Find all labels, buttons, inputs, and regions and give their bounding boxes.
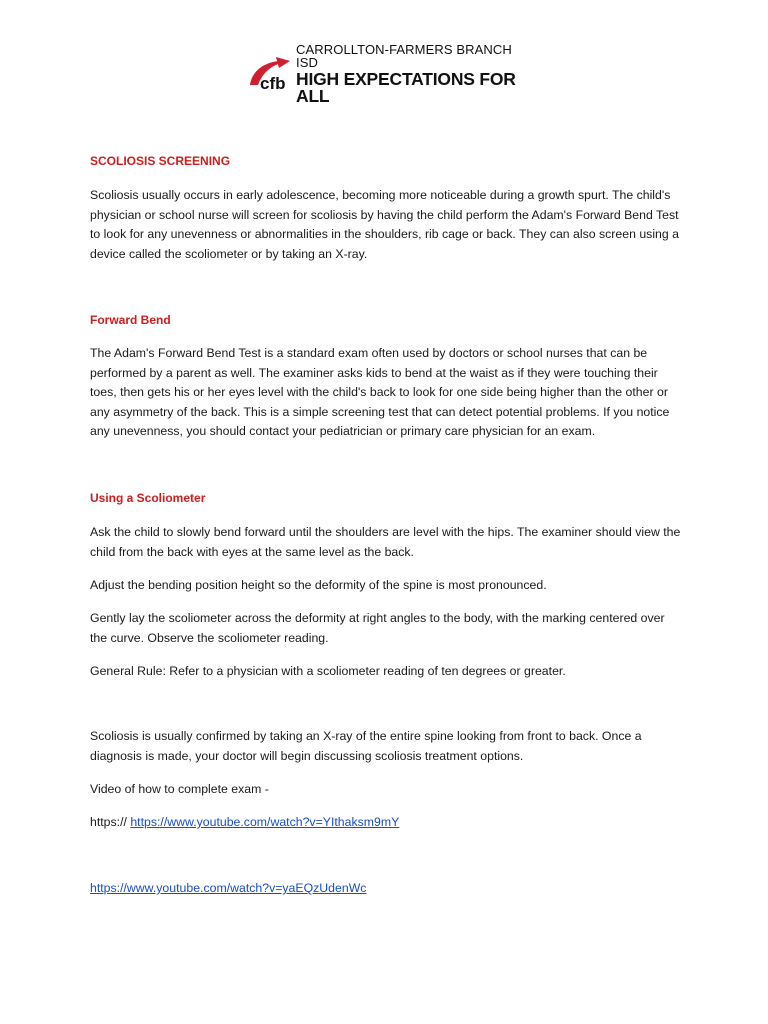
district-name: CARROLLTON-FARMERS BRANCH ISD [296,41,512,70]
video-link-line-2 [90,879,685,899]
logo-mark-text: cfb [260,74,286,93]
video-link-line-1 [90,813,685,833]
link-prefix: https:// [90,815,127,829]
paragraph-confirmation: Scoliosis is usually confirmed by taking an X-ray of the entire spine looking from front to back. Once a diagnosis is made, your doctor will begin discussing scoliosis treatment options. [90,729,642,763]
cfb-logo-icon [246,55,294,93]
heading-scoliosis-screening: SCOLIOSIS SCREENING [90,154,231,168]
paragraph-general-rule: General Rule: Refer to a physician with a scoliometer reading of ten degrees or greater. [90,664,566,678]
youtube-link-2[interactable]: https://www.youtube.com/watch?v=yaEQzUdenWc [90,881,367,895]
paragraph-forward-bend: The Adam's Forward Bend Test is a standard exam often used by doctors or school nurses that can be performed by a parent as well. The examiner asks kids to bend at the waist as if they were touching their toes, then gets his or her eyes level with the child's back to look for one side being higher than the other or any asymmetry of the back. This is a simple screening test that can detect potential problems. If you notice any unevenness, you should contact your pediatrician or primary care physician for an exam. [90,346,670,439]
heading-forward-bend: Forward Bend [90,313,171,327]
youtube-link-1[interactable]: https://www.youtube.com/watch?v=YIthaksm9mY [130,815,400,829]
paragraph-intro: Scoliosis usually occurs in early adolescence, becoming more noticeable during a growth spurt. The child's physician or school nurse will screen for scoliosis by having the child perform the Adam's Forward Bend Test to look for any unevenness or abnormalities in the shoulders, rib cage or back. They can also screen using a device called the scoliometer or by taking an X-ray. [90,188,679,261]
district-motto: HIGH EXPECTATIONS FOR ALL [296,68,516,106]
paragraph-scoliometer-2: Adjust the bending position height so the deformity of the spine is most pronounced. [90,578,547,592]
paragraph-scoliometer-1: Ask the child to slowly bend forward until the shoulders are level with the hips. The examiner should view the child from the back with eyes at the same level as the back. [90,525,681,559]
district-logo [246,41,536,106]
paragraph-scoliometer-3: Gently lay the scoliometer across the deformity at right angles to the body, with the marking centered over the curve. Observe the scoliometer reading. [90,611,665,645]
heading-using-scoliometer: Using a Scoliometer [90,491,206,505]
paragraph-video-intro: Video of how to complete exam - [90,782,269,796]
